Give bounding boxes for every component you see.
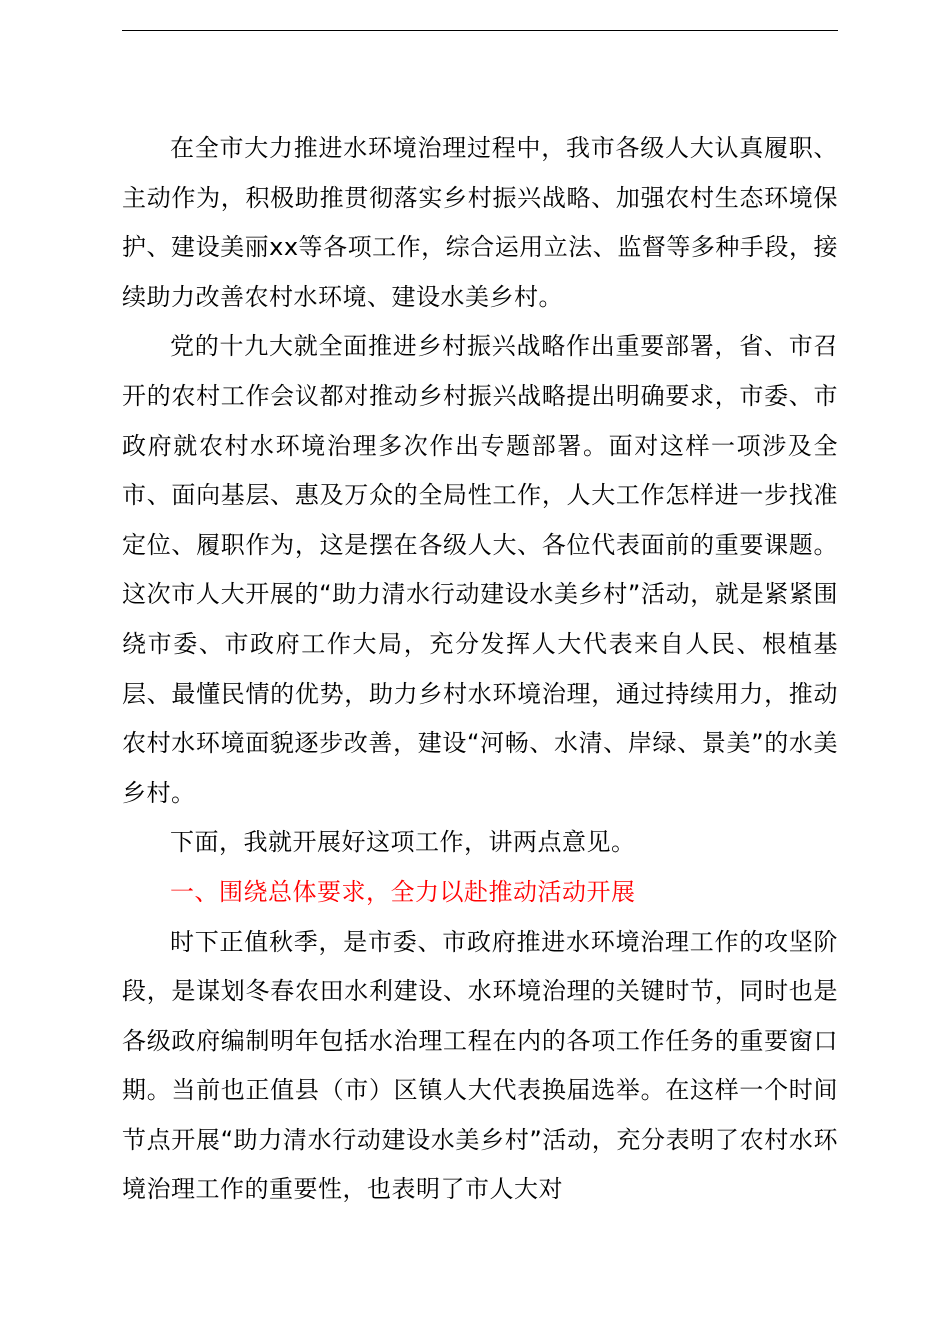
header-rule <box>122 30 838 31</box>
paragraph-intro: 在全市大力推进水环境治理过程中，我市各级人大认真履职、主动作为，积极助推贯彻落实乡村振兴战略、加强农村生态环境保护、建设美丽xx等各项工作，综合运用立法、监督等多种手段，接续助力改善农村水环境、建设水美乡村。 <box>122 134 838 311</box>
document-body <box>122 124 838 1215</box>
paragraph-section-one: 时下正值秋季，是市委、市政府推进水环境治理工作的攻坚阶段，是谋划冬春农田水利建设、水环境治理的关键时节，同时也是各级政府编制明年包括水治理工程在内的各项工作任务的重要窗口期。当前也正值县（市）区镇人大代表换届选举。在这样一个时间节点开展“助力清水行动建设水美乡村”活动，充分表明了农村水环境治理工作的重要性，也表明了市人大对 <box>122 927 838 1204</box>
paragraph-background: 党的十九大就全面推进乡村振兴战略作出重要部署，省、市召开的农村工作会议都对推动乡村振兴战略提出明确要求，市委、市政府就农村水环境治理多次作出专题部署。面对这样一项涉及全市、面向基层、惠及万众的全局性工作，人大工作怎样进一步找准定位、履职作为，这是摆在各级人大、各位代表面前的重要课题。这次市人大开展的“助力清水行动建设水美乡村”活动，就是紧紧围绕市委、市政府工作大局，充分发挥人大代表来自人民、根植基层、最懂民情的优势，助力乡村水环境治理，通过持续用力，推动农村水环境面貌逐步改善，建设“河畅、水清、岸绿、景美”的水美乡村。 <box>122 332 838 807</box>
section-heading: 一、围绕总体要求，全力以赴推动活动开展 <box>170 877 636 906</box>
paragraph-transition: 下面，我就开展好这项工作，讲两点意见。 <box>170 828 636 857</box>
